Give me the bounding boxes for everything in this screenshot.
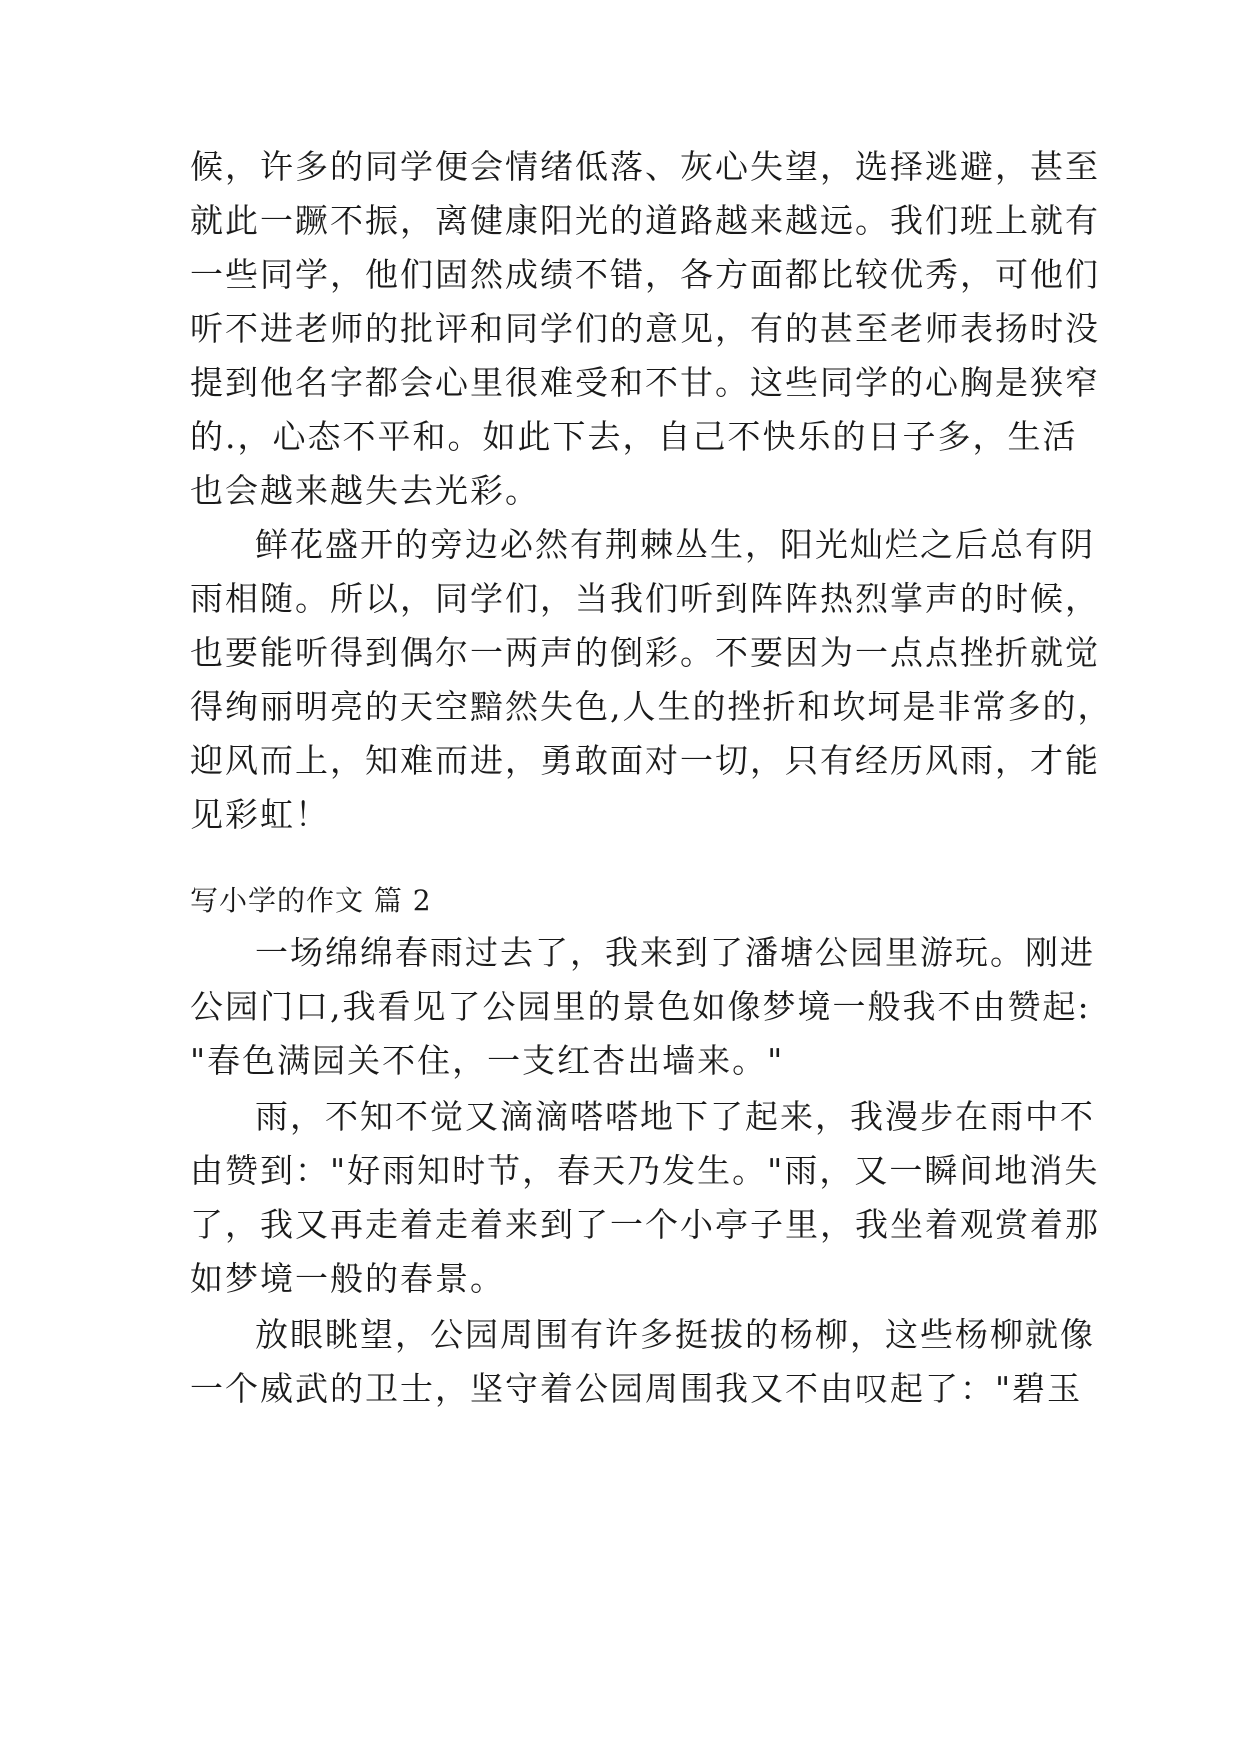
text-line: 一些同学，他们固然成绩不错，各方面都比较优秀，可他们 [190, 255, 1100, 294]
text-line: 公园门口,我看见了公园里的景色如像梦境一般我不由赞起: [190, 987, 1091, 1026]
text-line: 了，我又再走着走着来到了一个小亭子里，我坐着观赏着那 [190, 1205, 1100, 1244]
text-line: 一场绵绵春雨过去了，我来到了潘塘公园里游玩。刚进 [255, 933, 1095, 972]
text-line: 提到他名字都会心里很难受和不甘。这些同学的心胸是狭窄 [190, 363, 1100, 402]
text-line: 得绚丽明亮的天空黯然失色,人生的挫折和坎坷是非常多的， [190, 687, 1113, 726]
text-line: 如梦境一般的春景。 [190, 1259, 505, 1298]
text-line: 听不进老师的批评和同学们的意见，有的甚至老师表扬时没 [190, 309, 1100, 348]
text-line: 鲜花盛开的旁边必然有荆棘丛生，阳光灿烂之后总有阴 [255, 525, 1095, 564]
text-line: 由赞到："好雨知时节，春天乃发生。"雨，又一瞬间地消失 [190, 1151, 1100, 1190]
text-line: 雨，不知不觉又滴滴嗒嗒地下了起来，我漫步在雨中不 [255, 1097, 1095, 1136]
text-line: 也会越来越失去光彩。 [190, 471, 540, 510]
text-line: 也要能听得到偶尔一两声的倒彩。不要因为一点点挫折就觉 [190, 633, 1100, 672]
text-line: 就此一蹶不振，离健康阳光的道路越来越远。我们班上就有 [190, 201, 1100, 240]
text-line: 放眼眺望，公园周围有许多挺拔的杨柳，这些杨柳就像 [255, 1315, 1095, 1354]
section-heading: 写小学的作文 篇 2 [190, 884, 432, 917]
text-line: 雨相随。所以，同学们，当我们听到阵阵热烈掌声的时候， [190, 579, 1100, 618]
text-line: 候，许多的同学便会情绪低落、灰心失望，选择逃避，甚至 [190, 147, 1100, 186]
text-line: 的.，心态不平和。如此下去，自己不快乐的日子多，生活 [190, 417, 1078, 456]
text-line: 一个威武的卫士，坚守着公园周围我又不由叹起了："碧玉 [190, 1369, 1083, 1408]
text-line: 见彩虹！ [190, 795, 330, 834]
text-line: 迎风而上，知难而进，勇敢面对一切，只有经历风雨，才能 [190, 741, 1100, 780]
text-line: "春色满园关不住，一支红杏出墙来。" [190, 1041, 785, 1080]
